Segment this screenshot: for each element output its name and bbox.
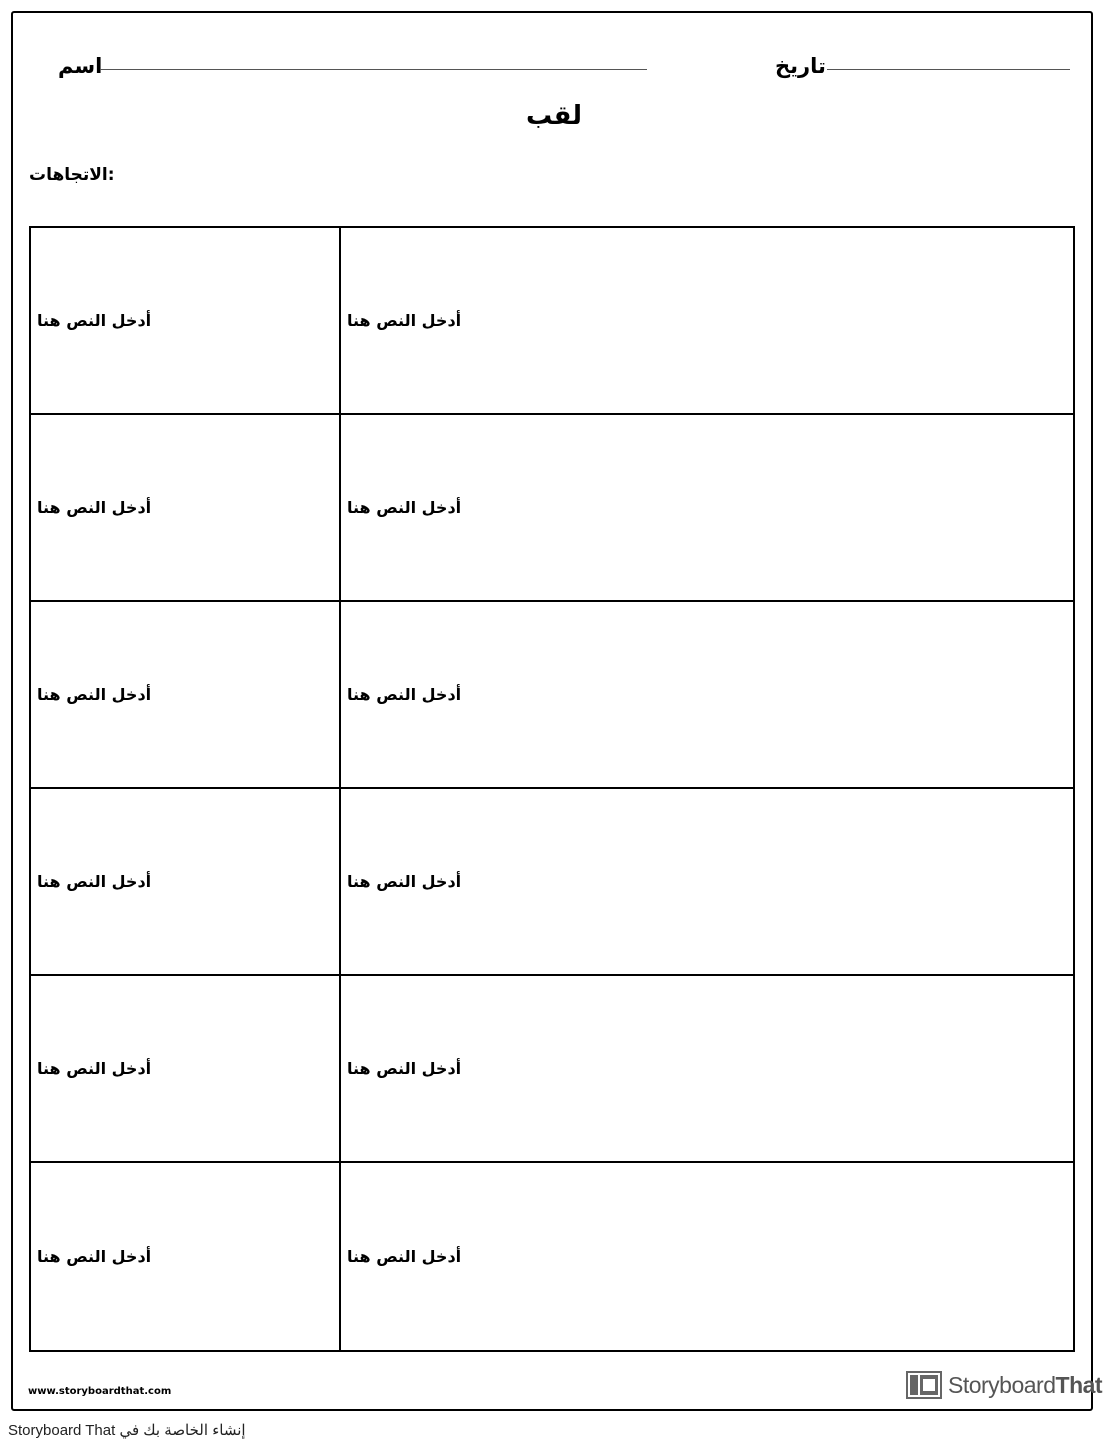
- name-label: اسم: [58, 54, 103, 78]
- date-label: تاريخ: [775, 54, 826, 78]
- table-cell[interactable]: [341, 976, 1073, 1163]
- table-cell[interactable]: [31, 789, 341, 976]
- cell-text[interactable]: أدخل النص هنا: [37, 1059, 152, 1078]
- worksheet-table: [29, 226, 1075, 1352]
- table-cell[interactable]: [31, 415, 341, 602]
- worksheet: [11, 11, 1103, 1411]
- table-cell[interactable]: [341, 415, 1073, 602]
- table-cell[interactable]: [31, 976, 341, 1163]
- cell-text[interactable]: أدخل النص هنا: [37, 872, 152, 891]
- cell-text[interactable]: أدخل النص هنا: [37, 1247, 152, 1266]
- cell-text[interactable]: أدخل النص هنا: [347, 685, 462, 704]
- name-line[interactable]: [100, 69, 647, 70]
- cell-text[interactable]: أدخل النص هنا: [37, 311, 152, 330]
- cell-text[interactable]: أدخل النص هنا: [347, 311, 462, 330]
- cell-text[interactable]: أدخل النص هنا: [347, 1247, 462, 1266]
- table-cell[interactable]: [341, 1163, 1073, 1350]
- table-cell[interactable]: [31, 228, 341, 415]
- table-cell[interactable]: [341, 228, 1073, 415]
- storyboardthat-logo[interactable]: [906, 1371, 1102, 1399]
- cell-text[interactable]: أدخل النص هنا: [37, 498, 152, 517]
- page-title[interactable]: لقب: [526, 101, 582, 131]
- table-cell[interactable]: [31, 602, 341, 789]
- logo-wordmark: [948, 1372, 1102, 1399]
- date-line[interactable]: [827, 69, 1070, 70]
- table-cell[interactable]: [31, 1163, 341, 1350]
- cell-text[interactable]: أدخل النص هنا: [37, 685, 152, 704]
- footer-url[interactable]: www.storyboardthat.com: [28, 1386, 172, 1397]
- caption: Storyboard That إنشاء الخاصة بك في: [8, 1422, 246, 1439]
- logo-text-regular: Storyboard: [948, 1371, 1056, 1398]
- table-cell[interactable]: [341, 602, 1073, 789]
- cell-text[interactable]: أدخل النص هنا: [347, 872, 462, 891]
- table-cell[interactable]: [341, 789, 1073, 976]
- cell-text[interactable]: أدخل النص هنا: [347, 498, 462, 517]
- cell-text[interactable]: أدخل النص هنا: [347, 1059, 462, 1078]
- logo-text-bold: That: [1055, 1371, 1103, 1398]
- storyboard-logo-icon: [906, 1371, 942, 1399]
- directions-label[interactable]: :الاتجاهات: [29, 165, 115, 185]
